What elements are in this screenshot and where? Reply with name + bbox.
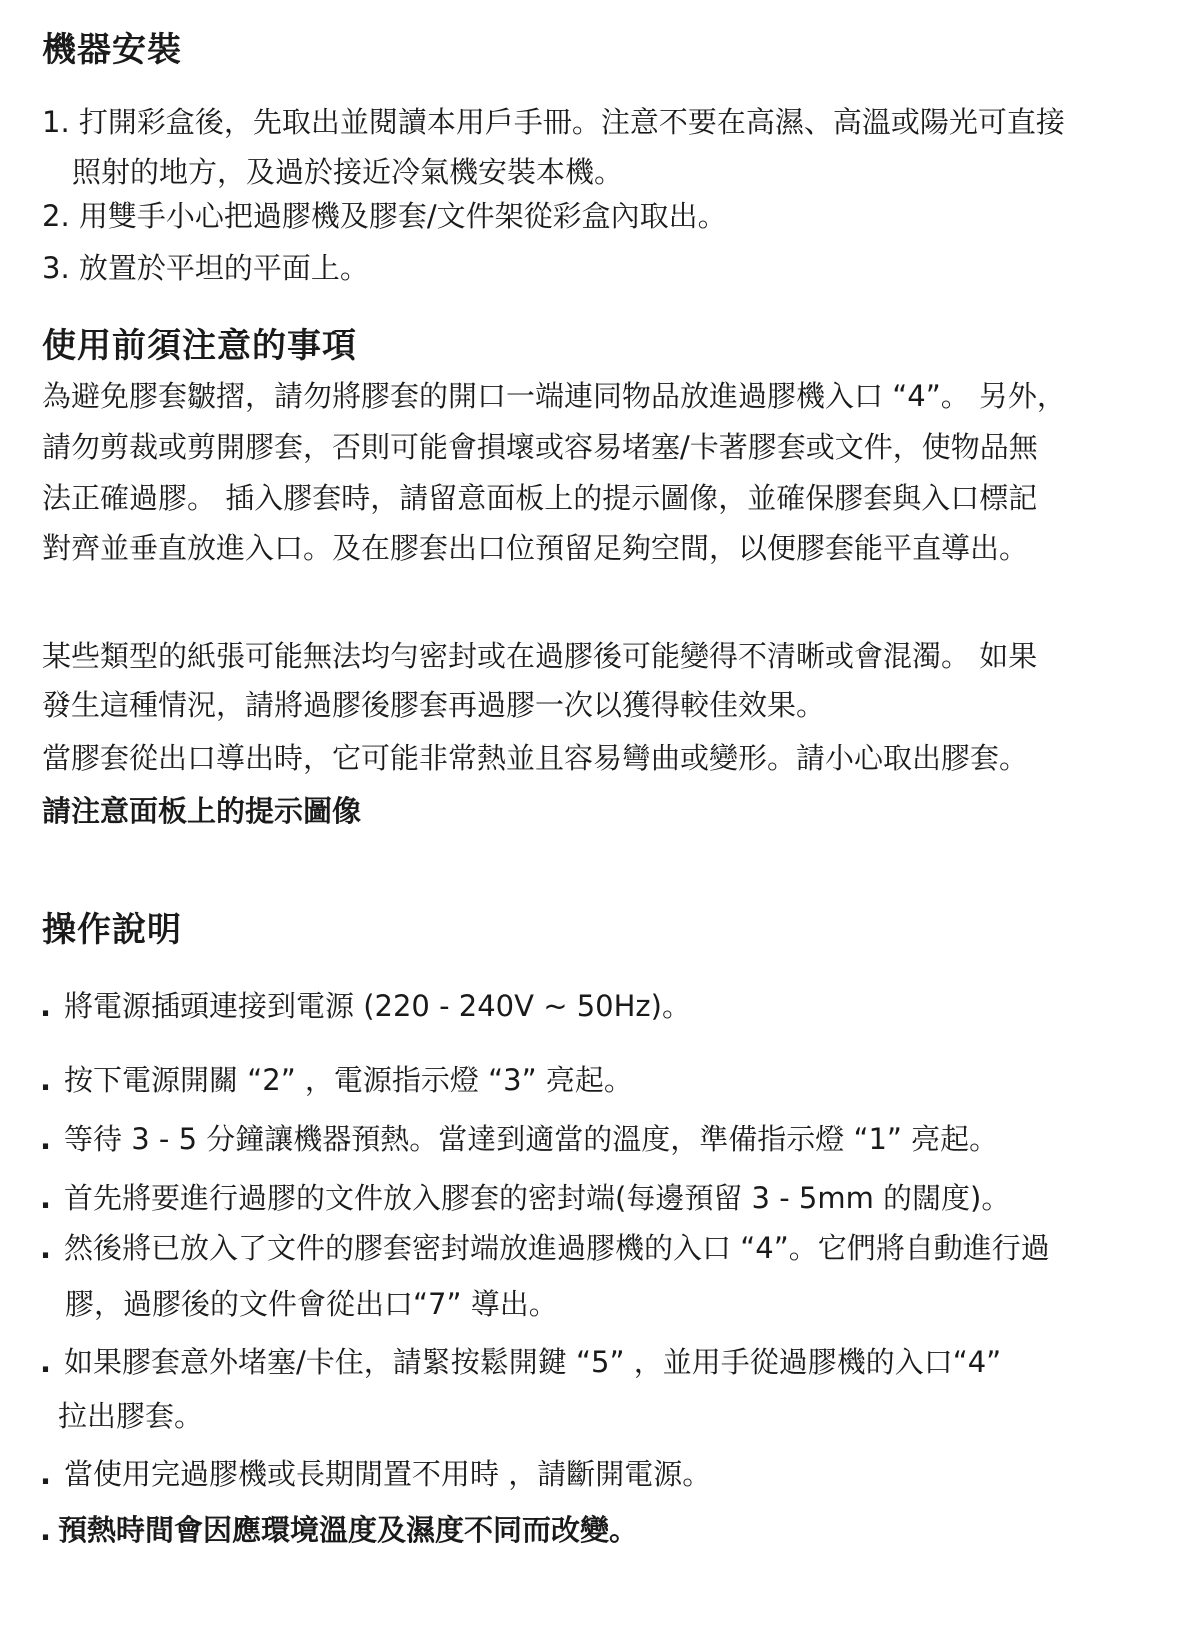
bullet-icon: . [40,989,52,1023]
operation-item-cont: 拉出膠套。 [58,1399,204,1433]
bullet-icon: . [40,1231,52,1265]
precautions-line: 某些類型的紙張可能無法均勻密封或在過膠後可能變得不清晰或會混濁。 如果 [42,639,1038,673]
installation-step-1-cont: 照射的地方，及過於接近冷氣機安裝本機。 [72,155,624,189]
heading-installation: 機器安裝 [42,30,182,70]
installation-step-2: 2. 用雙手小心把過膠機及膠套/文件架從彩盒內取出。 [42,199,727,233]
precautions-line: 請勿剪裁或剪開膠套，否則可能會損壞或容易堵塞/卡著膠套或文件，使物品無 [42,430,1038,464]
precautions-note: 請注意面板上的提示圖像 [42,794,362,828]
operation-note-text: 預熱時間會因應環境溫度及濕度不同而改變。 [58,1513,639,1547]
bullet-icon: . [40,1181,52,1215]
precautions-line: 法正確過膠。 插入膠套時，請留意面板上的提示圖像，並確保膠套與入口標記 [42,481,1038,515]
operation-item-text: 當使用完過膠機或長期閒置不用時 ，請斷開電源。 [64,1457,712,1491]
operation-item-text: 如果膠套意外堵塞/卡住，請緊按鬆開鍵 “5” ，並用手從過膠機的入口“4” [64,1345,1002,1379]
operation-item [40,1180,1010,1216]
precautions-line: 發生這種情況，請將過膠後膠套再過膠一次以獲得較佳效果。 [42,688,826,722]
bullet-icon: . [40,1063,52,1097]
operation-item-text: 將電源插頭連接到電源 (220 - 240V ~ 50Hz)。 [64,989,691,1023]
bullet-icon: . [40,1345,52,1379]
operation-item-text: 首先將要進行過膠的文件放入膠套的密封端(每邊預留 3 - 5mm 的闊度)。 [64,1181,1011,1215]
operation-item [40,1230,1050,1266]
heading-precautions: 使用前須注意的事項 [42,326,357,366]
bullet-icon: . [40,1457,52,1491]
bullet-icon: . [40,1122,52,1156]
operation-item [40,1344,1001,1380]
precautions-line: 為避免膠套皺摺，請勿將膠套的開口一端連同物品放進過膠機入口 “4”。 另外， [42,379,1066,413]
operation-note [40,1512,638,1548]
operation-item-text: 然後將已放入了文件的膠套密封端放進過膠機的入口 “4”。它們將自動進行過 [64,1231,1050,1265]
operation-item-cont: 膠，過膠後的文件會從出口“7” 導出。 [65,1287,558,1321]
precautions-line: 對齊並垂直放進入口。及在膠套出口位預留足夠空間，以便膠套能平直導出。 [42,531,1029,565]
operation-item [40,1121,998,1157]
operation-item [40,988,691,1024]
precautions-line: 當膠套從出口導出時，它可能非常熱並且容易彎曲或變形。請小心取出膠套。 [42,741,1029,775]
operation-item [40,1062,633,1098]
installation-step-1: 1. 打開彩盒後，先取出並閱讀本用戶手冊。注意不要在高濕、高溫或陽光可直接 [42,105,1065,139]
installation-step-3: 3. 放置於平坦的平面上。 [42,251,369,285]
operation-item [40,1456,711,1492]
bullet-icon: . [40,1513,52,1547]
operation-item-text: 按下電源開關 “2” ，電源指示燈 “3” 亮起。 [64,1063,633,1097]
heading-operation: 操作說明 [42,910,182,950]
operation-item-text: 等待 3 - 5 分鐘讓機器預熱。當達到適當的溫度，準備指示燈 “1” 亮起。 [64,1122,999,1156]
